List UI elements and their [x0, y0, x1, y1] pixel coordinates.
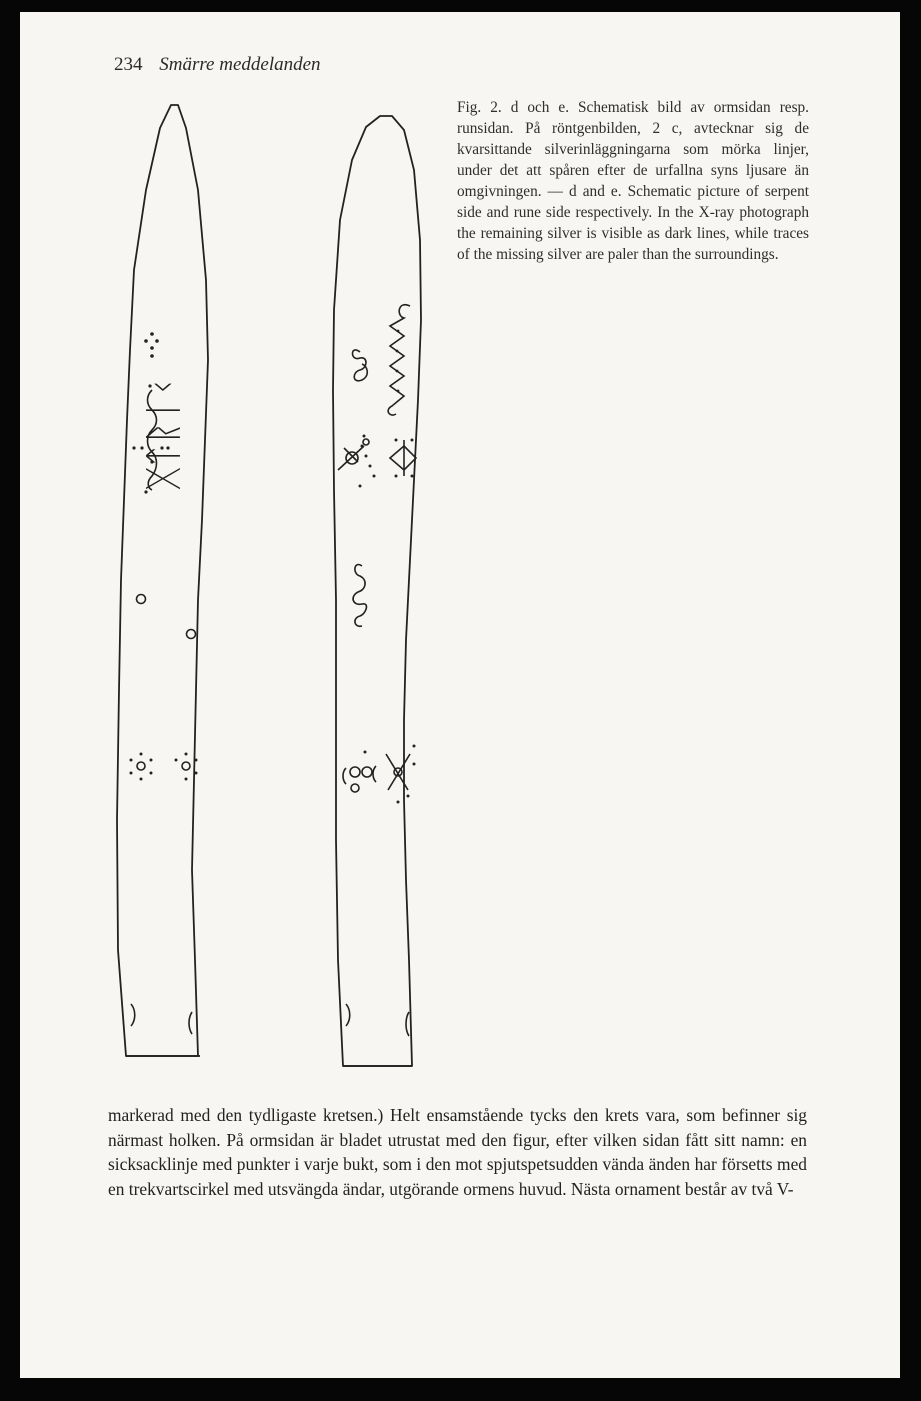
- diamond-ornament-right: [390, 439, 416, 478]
- socket-rivet-left-a: [131, 1004, 135, 1026]
- page-number: 234: [114, 54, 143, 75]
- small-circle-b: [187, 630, 196, 639]
- rune-text: ᚷᛏᚱᛁᚲ: [141, 375, 185, 490]
- rune-inscription: [141, 376, 185, 490]
- x-ornament-bottom: [386, 745, 416, 804]
- body-paragraph: markerad med den tydligaste kretsen.) Helt ensamstående tycks den krets vara, som befinner sig närmast holken. På ormsidan är bladet utrustat med den figur, efter vilken sidan fått sitt namn: en sicksacklinje med punkter i varje bukt, som i den mot spjutspetsudden vända änden har försetts med en trekvartscirkel med utsvängda ändar, utgörande ormens huvud. Nästa ornament består av två V-: [108, 1105, 807, 1199]
- spearhead-rune-side: [117, 105, 208, 1056]
- cross-ornament-left: [338, 435, 376, 488]
- caption-text: Fig. 2. d och e. Schematisk bild av ormsidan resp. runsidan. På röntgenbilden, 2 c, avtecknar sig de kvarsittande silverinläggningarna som mörka linjer, under det att spåren efter de urfallna syns ljusare än omgivningen. — d and e. Schematic picture of serpent side and rune side respectively. In the X-ray photograph the remaining silver is visible as dark lines, while traces of the missing silver are paler than the surroundings.: [457, 99, 809, 263]
- spearhead-rune-side-outline: [117, 105, 208, 1056]
- spearhead-serpent-side: [333, 116, 421, 1066]
- socket-rivet-right-b: [406, 1012, 409, 1036]
- body-text: [108, 1103, 807, 1201]
- serpent-side-ornaments: [338, 305, 416, 1036]
- ring-cluster-bottom: [343, 751, 376, 793]
- zigzag-serpent: [388, 305, 410, 415]
- socket-rivet-right-a: [346, 1004, 350, 1026]
- coiled-ornament-top: [353, 350, 368, 381]
- rune-side-ornaments: [130, 332, 198, 1034]
- socket-rivet-left-b: [189, 1012, 192, 1034]
- running-title: Smärre meddelanden: [159, 54, 321, 75]
- dotted-circle-pair-left: [130, 753, 198, 781]
- dot-cluster-top: [144, 332, 159, 358]
- figure-caption: [457, 97, 809, 265]
- spearhead-serpent-side-outline: [333, 116, 421, 1066]
- coiled-ornament-middle: [353, 565, 366, 627]
- small-circle-a: [137, 595, 146, 604]
